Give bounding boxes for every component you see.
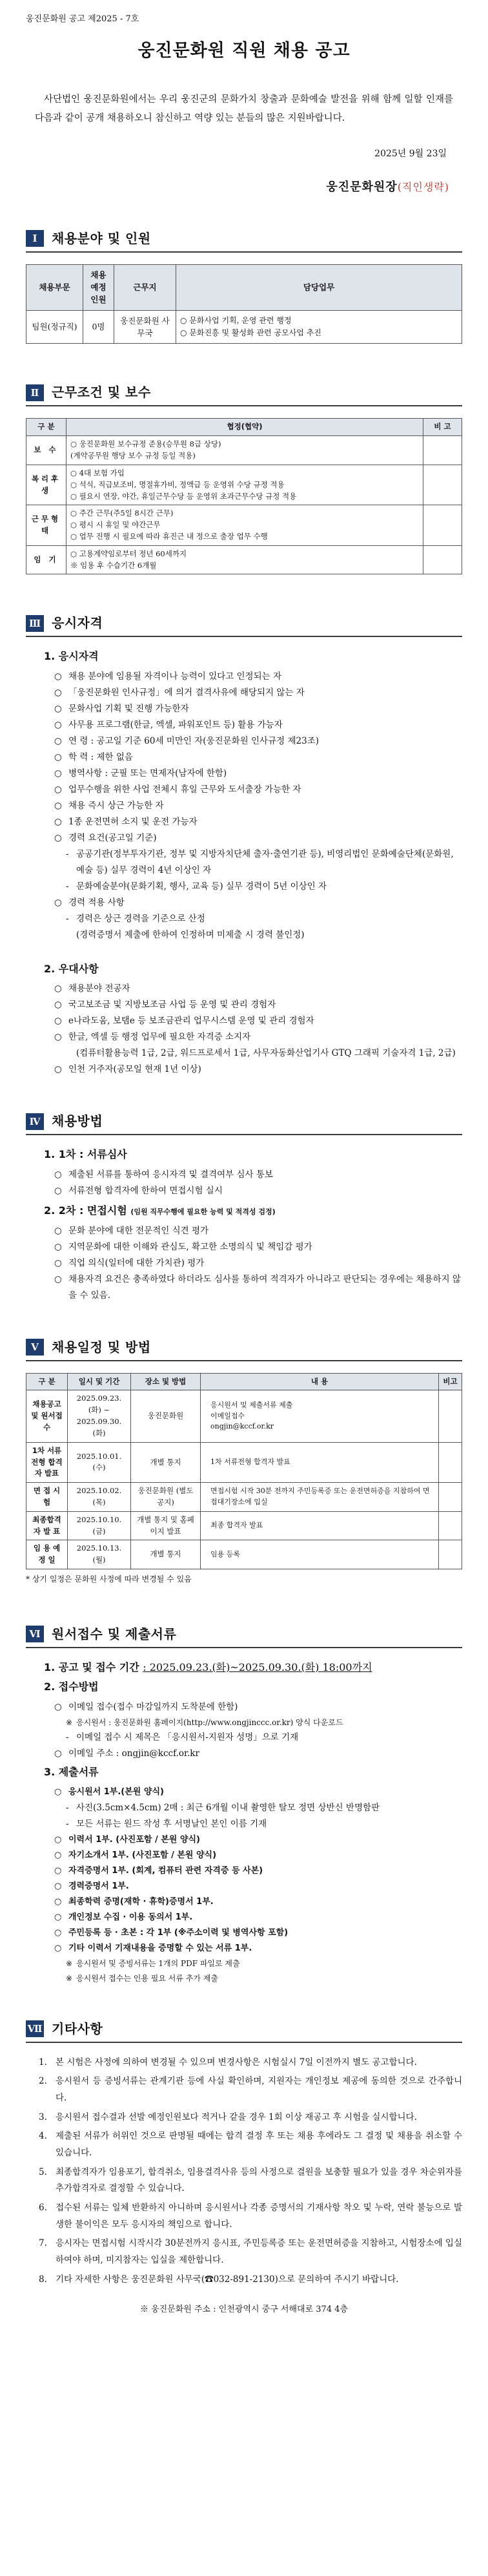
list-item: ○ e나라도움, 보탬e 등 보조금관리 업무시스템 운영 및 관리 경험자: [54, 1013, 462, 1029]
row-label: 임 기: [26, 545, 66, 574]
content-line: 응시원서 및 제출서류 제출: [210, 1401, 293, 1410]
recruitment-table: [26, 264, 462, 344]
content-line: 1차 서류전형 합격자 발표: [210, 1458, 290, 1467]
table-row: [26, 436, 462, 465]
subheading-documents: 3. 제출서류: [44, 1766, 99, 1779]
list-item: ○ 업무수행을 위한 사업 전체시 휴일 근무와 도서출장 가능한 자: [54, 782, 462, 798]
list-item: [39, 2164, 462, 2197]
row-note: [423, 545, 462, 574]
subheading-preference: 2. 우대사항: [44, 962, 99, 975]
cell-place: 웅진문화원: [131, 1390, 201, 1442]
period-label: 1. 공고 및 접수 기간: [44, 1660, 139, 1673]
cell-content: [201, 1511, 439, 1540]
row-content: [66, 465, 423, 505]
item-text: 접수된 서류는 일체 반환하지 아니하며 응시원서나 각종 증명서의 기재사항 착오 및 누락, 연락 불능으로 발생한 불이익은 모두 응시자의 책임으로 합니다.: [56, 2202, 462, 2230]
list-item: ○ 경력 적용 사항: [54, 895, 462, 911]
cell-remark: [439, 1540, 462, 1569]
content-line: 이메일접수: [210, 1411, 245, 1420]
list-item: ○ 연 령 : 공고일 기준 60세 미만인 자(웅진문화원 인사규정 제23조): [54, 733, 462, 749]
cell-count: 0명: [83, 310, 114, 344]
cell-stage: 채용공고 및 원서접수: [26, 1390, 68, 1442]
cell-date: 2025.09.23.(화) ~ 2025.09.30.(화): [68, 1390, 131, 1442]
content-line: ※ 임용 후 수습기간 6개월: [70, 560, 157, 570]
list-item: ○ 경력 요건(공고일 기준): [54, 830, 462, 846]
interview-note: (임원 직무수행에 필요한 능력 및 적격성 검정): [130, 1207, 276, 1216]
col-header-stage: 구 분: [26, 1373, 68, 1390]
item-text: 제출된 서류가 허위인 것으로 판명될 때에는 합격 결정 후 또는 채용 후에라도 그 결정 및 채용을 취소할 수 있습니다.: [56, 2131, 462, 2159]
issuer-name: 웅진문화원장: [326, 180, 398, 194]
section-number: Ⅴ: [26, 1339, 44, 1356]
list-item: ○ 학 력 : 제한 없음: [54, 749, 462, 766]
section-number: Ⅵ: [26, 1626, 44, 1642]
list-item: - 경력은 상근 경력을 기준으로 산정: [54, 911, 462, 927]
duty-line: ○ 문화사업 기획, 운영 관련 행정: [180, 315, 292, 325]
col-header-agreement: 협정(협약): [66, 419, 423, 436]
schedule-footnote: * 상기 일정은 문화원 사정에 따라 변경될 수 있음: [26, 1575, 192, 1584]
list-item: ○ 제출된 서류를 통하여 응시자격 및 결격여부 심사 통보: [54, 1167, 462, 1183]
subheading-document-review: 1. 1차 : 서류심사: [44, 1148, 127, 1161]
misc-list: [39, 2055, 462, 2288]
content-line: ○ 평시 시 휴일 및 야간근무: [70, 520, 161, 530]
list-item: [39, 2055, 462, 2071]
row-note: [423, 505, 462, 545]
item-number: 6.: [39, 2202, 47, 2213]
interview-title: 2. 2차 : 면접시험: [44, 1204, 127, 1217]
list-item: [39, 2272, 462, 2288]
content-line: ○ 4대 보험 가입: [70, 468, 125, 477]
content-line: (계약공무원 행당 보수 규정 등일 적용): [70, 451, 196, 461]
section-schedule: [26, 1337, 462, 1361]
item-text: 응시자는 면접시험 시작시각 30분전까지 응시표, 주민등록증 또는 운전면허증을 지참하고, 시험장소에 입실하여야 하며, 미지참자는 입실을 제한합니다.: [56, 2238, 462, 2265]
issuer: [26, 178, 449, 196]
row-label: 복리후생: [26, 465, 66, 505]
subheading-submission-method: 2. 접수방법: [44, 1681, 99, 1693]
section-number: Ⅱ: [26, 384, 44, 401]
list-item: ○ 채용 즉시 상근 가능한 자: [54, 798, 462, 814]
col-header-duty: 담당업무: [176, 264, 462, 310]
cell-place: 개별 통지 및 홈페이지 발표: [131, 1511, 201, 1540]
cell-place: 웅진문화원 사무국: [114, 310, 176, 344]
list-item: ○ 응시원서 1부.(본원 양식): [54, 1785, 462, 1800]
content-line: ○ 업무 진행 시 필요에 따라 휴진근 내 정으로 출장 업무 수행: [70, 531, 268, 541]
col-header-category: 구 분: [26, 419, 66, 436]
list-item: - 이메일 접수 시 제목은 「응시원서-지원자 성명」으로 기재: [54, 1730, 462, 1746]
list-item: [39, 2110, 462, 2126]
content-line: ○ 주간 근무(주5일 8시간 근무): [70, 508, 174, 518]
submission-method-list: [54, 1699, 462, 1762]
row-note: [423, 436, 462, 465]
list-item: ○ 서류전형 합격자에 한하여 면접시험 실시: [54, 1183, 462, 1199]
list-item: ○ 병역사항 : 군필 또는 면제자(남자에 한함): [54, 766, 462, 782]
seal-note: (직인생략): [397, 180, 449, 193]
list-item: ○ 직업 의식(일터에 대한 가치관) 평가: [54, 1255, 462, 1272]
eligibility-list: [54, 669, 462, 943]
section-conditions: [26, 382, 462, 406]
item-text: 응시원서 접수결과 선발 예정인원보다 적거나 같을 경우 1회 이상 재공고 후 시험을 실시합니다.: [56, 2111, 417, 2122]
period-value: : 2025.09.23.(화)~2025.09.30.(화) 18:00까지: [143, 1660, 372, 1673]
row-content: [66, 436, 423, 465]
content-line: 최종 합격자 발표: [210, 1521, 263, 1530]
table-row: [26, 505, 462, 545]
section-title: 채용방법: [52, 1113, 103, 1129]
list-item: ○ 「웅진문화원 인사규정」에 의거 결격사유에 해당되지 않는 자: [54, 685, 462, 701]
cell-remark: [439, 1511, 462, 1540]
cell-content: [201, 1483, 439, 1512]
list-item: ※ 응시원서 및 증빙서류는 1개의 PDF 파일로 제출: [54, 1956, 462, 1971]
cell-place: 웅진문화원 (별도 공지): [131, 1483, 201, 1512]
row-content: [66, 545, 423, 574]
item-text: 기타 자세한 사항은 웅진문화원 사무국(☎032-891-2130)으로 문의하여 주시기 바랍니다.: [56, 2274, 399, 2285]
list-item: ○ 국고보조금 및 지방보조금 사업 등 운영 및 관리 경험자: [54, 997, 462, 1013]
table-row: [26, 310, 462, 344]
col-header-place: 장소 및 방법: [131, 1373, 201, 1390]
cell-remark: [439, 1390, 462, 1442]
section-method: [26, 1111, 462, 1135]
list-item: ○ 한글, 엑셀 등 행정 업무에 필요한 자격증 소지자: [54, 1029, 462, 1045]
col-header-place: 근무지: [114, 264, 176, 310]
cell-stage: 임 용 예 정 일: [26, 1540, 68, 1569]
list-item: - 모든 서류는 원드 작성 후 서명날인 본인 이름 기재: [54, 1816, 462, 1832]
row-label: 근무형태: [26, 505, 66, 545]
list-item: ○ 문화사업 기획 및 진행 가능한자: [54, 701, 462, 717]
col-header-content: 내 용: [201, 1373, 439, 1390]
col-header-field: 채용부문: [26, 264, 83, 310]
announcement-date: 2025년 9월 23일: [374, 148, 447, 159]
section-title: 응시자격: [52, 615, 103, 631]
section-title: 채용일정 및 방법: [52, 1339, 151, 1355]
item-number: 3.: [39, 2111, 47, 2122]
list-item: ○ 최종학력 증명(재학 · 휴학)증명서 1부.: [54, 1894, 462, 1910]
list-item: - 사진(3.5cm×4.5cm) 2매 : 최근 6개월 이내 촬영한 탈모 정면 상반신 반명함판: [54, 1800, 462, 1816]
item-number: 5.: [39, 2166, 47, 2177]
item-text: 응시원서 등 증빙서류는 관계기관 등에 사실 확인하며, 지원자는 개인정보 제공에 동의한 것으로 간주합니다.: [56, 2076, 462, 2104]
content-line: ○ 웅진문화원 보수규정 준용(승무원 8급 상당): [70, 439, 221, 449]
document-review-list: [54, 1167, 462, 1199]
list-item: ○ 개인정보 수집 · 이용 동의서 1부.: [54, 1910, 462, 1925]
list-item: ○ 이메일 접수(접수 마감일까지 도착분에 한함): [54, 1699, 462, 1715]
table-row: [26, 1390, 462, 1442]
intro-paragraph: 사단법인 웅진문화원에서는 우리 웅진군의 문화가치 창출과 문화예술 발전을 위해 함께 일할 인재를 다음과 같이 공개 채용하오니 참신하고 역량 있는 분들의 많은 지원바랍니다.: [35, 94, 453, 123]
list-item: (경력증명서 제출에 한하여 인정하며 미제출 시 경력 불인정): [76, 929, 305, 940]
cell-stage: 면 접 시 험: [26, 1483, 68, 1512]
list-item: ○ 인천 거주자(공모일 현재 1년 이상): [54, 1062, 462, 1078]
list-item: ○ 이력서 1부. (사진포함 / 본원 양식): [54, 1832, 462, 1848]
section-number: Ⅰ: [26, 230, 44, 247]
cell-date: 2025.10.13.(월): [68, 1540, 131, 1569]
content-line: 임용 등록: [210, 1549, 241, 1558]
section-title: 원서접수 및 제출서류: [52, 1626, 177, 1642]
list-item: ○ 채용분야 전공자: [54, 981, 462, 997]
table-row: [26, 1442, 462, 1482]
list-item: ○ 채용자격 요건은 충족하였다 하더라도 심사를 통하여 적격자가 아니라고 판단되는 경우에는 채용하지 않을 수 있음.: [54, 1272, 462, 1304]
cell-remark: [439, 1442, 462, 1482]
contact-address: ※ 웅진문화원 주소 : 인천광역시 중구 서해대로 374 4층: [139, 2305, 349, 2315]
cell-content: [201, 1540, 439, 1569]
schedule-table: [26, 1373, 462, 1569]
col-header-count: 채용예정 인원: [83, 264, 114, 310]
col-header-remark: 비고: [439, 1373, 462, 1390]
cell-remark: [439, 1483, 462, 1512]
list-item: ○ 기타 이력서 기재내용을 증명할 수 있는 서류 1부.: [54, 1941, 462, 1956]
section-number: Ⅳ: [26, 1113, 44, 1130]
subheading-period: [44, 1660, 462, 1676]
section-misc: [26, 2019, 462, 2043]
list-item: ○ 주민등록 등 · 초본 : 각 1부 (※주소이력 및 병역사항 포함): [54, 1925, 462, 1941]
row-note: [423, 465, 462, 505]
content-line: ongjin@kccf.or.kr: [210, 1422, 274, 1431]
list-item: ○ 채용 분야에 임용될 자격이나 능력이 있다고 인정되는 자: [54, 669, 462, 685]
section-qualification: [26, 613, 462, 637]
item-number: 1.: [39, 2057, 47, 2068]
cell-duty: [176, 310, 462, 344]
table-row: [26, 465, 462, 505]
conditions-table: [26, 418, 462, 574]
list-item: ○ 지역문화에 대한 이해와 관심도, 확고한 소명의식 및 책임감 평가: [54, 1239, 462, 1255]
cell-stage: 최종합격자 발 표: [26, 1511, 68, 1540]
item-number: 7.: [39, 2238, 47, 2249]
section-recruitment: [26, 229, 462, 253]
preference-list: [54, 981, 462, 1078]
cell-place: 개별 통지: [131, 1540, 201, 1569]
notice-number: 웅진문화원 공고 제2025 - 7호: [26, 14, 139, 24]
table-row: [26, 1483, 462, 1512]
list-item: ○ 경력증명서 1부.: [54, 1879, 462, 1894]
cell-place: 개별 통지: [131, 1442, 201, 1482]
section-application: [26, 1624, 462, 1648]
item-number: 8.: [39, 2274, 47, 2285]
item-number: 4.: [39, 2131, 47, 2142]
documents-list: [54, 1785, 462, 1985]
row-label: 보 수: [26, 436, 66, 465]
list-item: ○ 이메일 주소 : ongjin@kccf.or.kr: [54, 1746, 462, 1762]
col-header-note: 비 고: [423, 419, 462, 436]
cell-field: 팀원(정규직): [26, 310, 83, 344]
list-item: - 문화예술분야(문화기획, 행사, 교육 등) 실무 경력이 5년 이상인 자: [54, 879, 462, 895]
list-item: [39, 2200, 462, 2233]
content-line: ○ 석식, 직급보조비, 명절휴가비, 정액급 등 운영위 수당 규정 적용: [70, 479, 285, 489]
list-item: ○ 자격증명서 1부. (회계, 컴퓨터 관련 자격증 등 사본): [54, 1863, 462, 1879]
list-item: ○ 1종 운전면허 소지 및 운전 가능자: [54, 814, 462, 830]
interview-list: [54, 1223, 462, 1304]
list-item: [39, 2128, 462, 2161]
list-item: ○ 사무용 프로그램(한글, 엑셀, 파워포인트 등) 활용 가능자: [54, 717, 462, 733]
content-line: ○ 필요시 연장, 야간, 휴일근무수당 등 운영위 초과근무수당 규정 적용: [70, 491, 297, 501]
cell-date: 2025.10.01.(수): [68, 1442, 131, 1482]
subheading-interview: [44, 1203, 462, 1219]
list-item: ※ 응시원서 : 웅진문화원 홈페이지(http://www.ongjinccc.or.kr) 양식 다운로드: [54, 1715, 462, 1730]
duty-line: ○ 문화진흥 및 활성화 관련 공모사업 추진: [180, 328, 321, 338]
item-text: 최종합격자가 임용포기, 합격취소, 임용결격사유 등의 사정으로 결원을 보충할 필요가 있을 경우 차순위자를 추가합격자로 결정할 수 있습니다.: [56, 2166, 462, 2194]
cell-content: [201, 1442, 439, 1482]
cell-content: [201, 1390, 439, 1442]
list-item: (컴퓨터활용능력 1급, 2급, 워드프로세서 1급, 사무자동화산업기사 GTQ 그래픽 기술자격 1급, 2급): [76, 1048, 456, 1059]
section-number: Ⅲ: [26, 615, 44, 632]
item-text: 본 시험은 사정에 의하여 변경될 수 있으며 변경사항은 시험실시 7일 이전까지 별도 공고합니다.: [56, 2057, 417, 2068]
section-title: 채용분야 및 인원: [52, 230, 151, 246]
list-item: [39, 2073, 462, 2106]
list-item: ○ 문화 분야에 대한 전문적인 식견 평가: [54, 1223, 462, 1239]
table-row: [26, 1511, 462, 1540]
col-header-date: 일시 및 기간: [68, 1373, 131, 1390]
cell-stage: 1차 서류전형 합격자 발표: [26, 1442, 68, 1482]
cell-date: 2025.10.02.(목): [68, 1483, 131, 1512]
list-item: ○ 자기소개서 1부. (사진포함 / 본원 양식): [54, 1848, 462, 1863]
row-content: [66, 505, 423, 545]
section-title: 근무조건 및 보수: [52, 384, 151, 401]
section-title: 기타사항: [52, 2020, 103, 2037]
list-item: ※ 응시원서 접수는 인용 필요 서류 추가 제출: [54, 1971, 462, 1985]
table-row: [26, 1540, 462, 1569]
list-item: - 공공기관(정부투자기관, 정부 및 지방자치단체 출자·출연기관 등), 비영리법인 문화예술단체(문화원, 예술 등) 실무 경력이 4년 이상인 자: [54, 846, 462, 879]
subheading-eligibility: 1. 응시자격: [44, 650, 99, 663]
item-number: 2.: [39, 2076, 47, 2087]
list-item: [39, 2236, 462, 2268]
cell-date: 2025.10.10.(금): [68, 1511, 131, 1540]
content-line: ○ 고용계약임로부터 정년 60세까지: [70, 549, 187, 558]
section-number: Ⅶ: [26, 2020, 44, 2037]
page-title: 웅진문화원 직원 채용 공고: [137, 41, 351, 61]
content-line: 면접시험 시작 30분 전까지 주민등록증 또는 운전면허증을 지참하여 면접대기장소에 입실: [210, 1487, 430, 1506]
table-row: [26, 545, 462, 574]
